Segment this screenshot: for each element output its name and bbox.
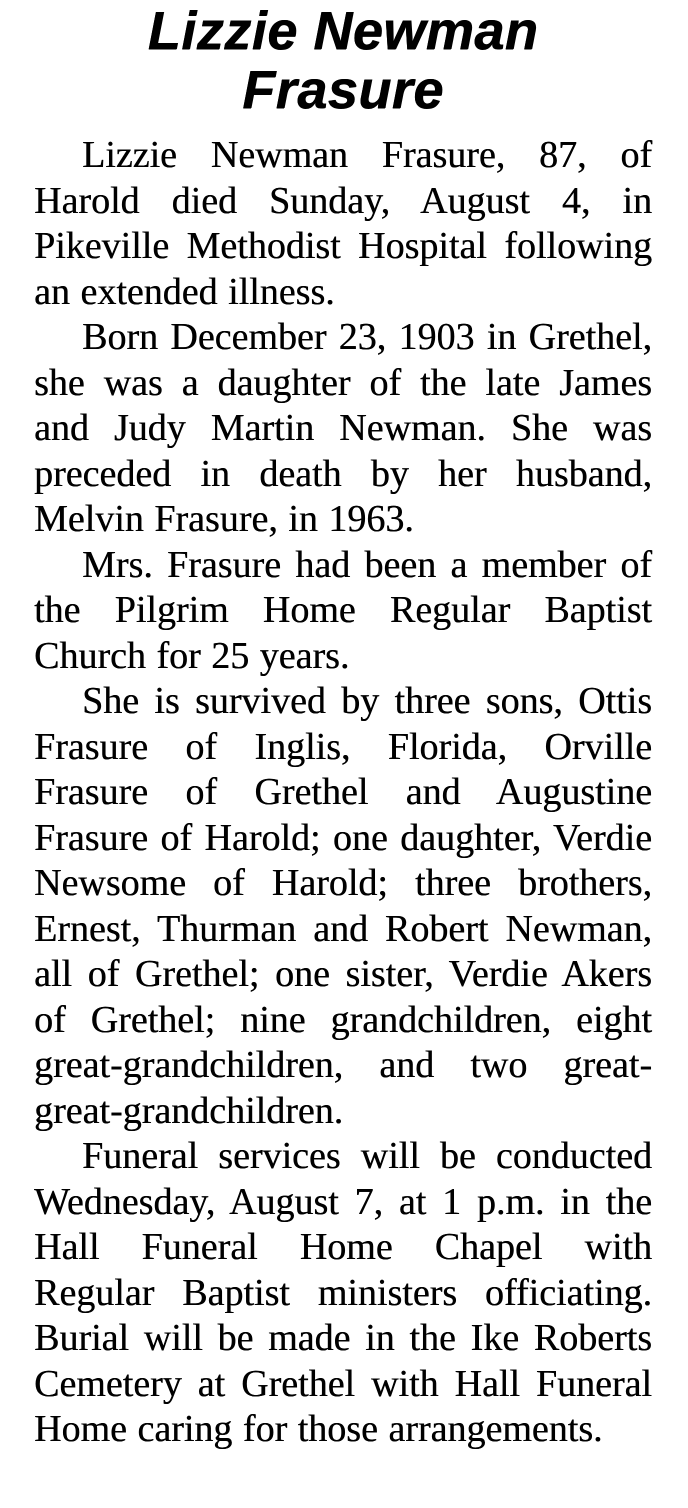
obituary-paragraph-birth-family: Born December 23, 1903 in Grethel, she was a daughter of the late James and Judy Martin Newman. She was preceded in death by her husband, Melvin Frasure, in 1963.: [34, 316, 652, 540]
obituary-title: [34, 2, 652, 120]
obituary-paragraph-death-notice: Lizzie Newman Frasure, 87, of Harold died Sunday, August 4, in Pikeville Methodist Hospital following an extended illness.: [34, 134, 652, 313]
obituary-paragraph-survivors: She is survived by three sons, Ottis Frasure of Inglis, Florida, Orville Frasure of Grethel and Augustine Frasure of Harold; one daughter, Verdie Newsome of Harold; three brothers, Ernest, Thurman and Robert Newman, all of Grethel; one sister, Verdie Akers of Grethel; nine grandchildren, eight great-grandchildren, and two great-great-grandchildren.: [34, 680, 652, 1132]
obituary-body: [34, 133, 652, 1453]
obituary-title-line1: Lizzie Newman: [147, 1, 539, 61]
obituary-paragraph-church-membership: Mrs. Frasure had been a member of the Pilgrim Home Regular Baptist Church for 25 years.: [34, 543, 652, 677]
obituary-paragraph-funeral-arrangements: Funeral services will be conducted Wednesday, August 7, at 1 p.m. in the Hall Funeral Home Chapel with Regular Baptist ministers officiating. Burial will be made in the Ike Roberts Cemetery at Grethel with Hall Funeral Home caring for those arrangements.: [34, 1135, 652, 1450]
obituary-title-line2: Frasure: [242, 60, 444, 120]
